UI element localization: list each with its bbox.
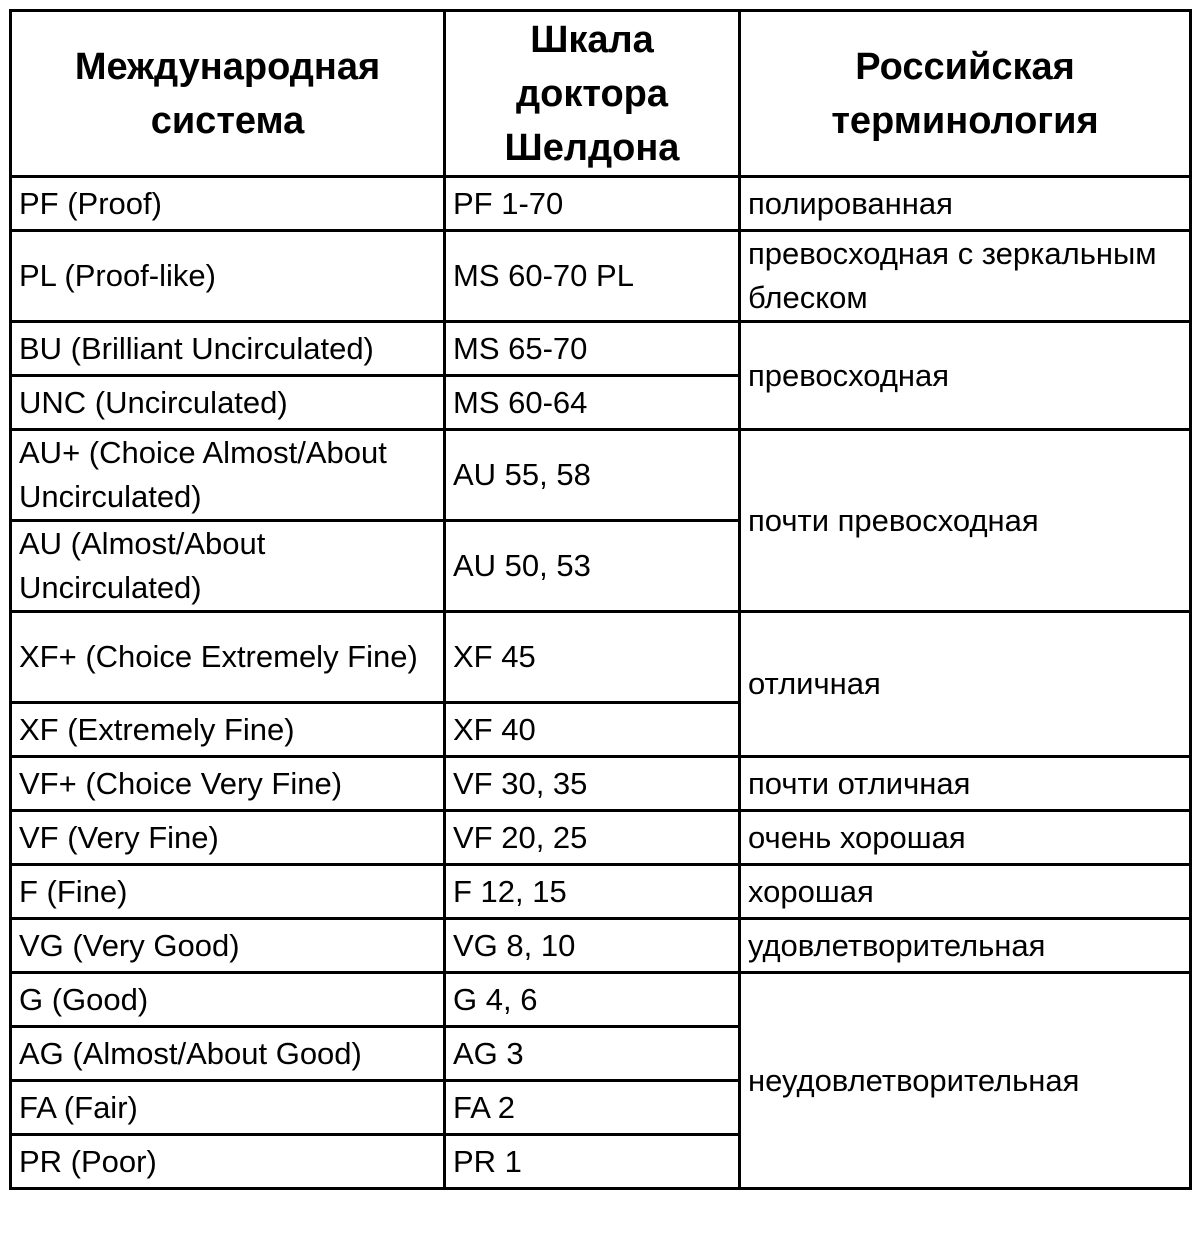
sheldon-grade-cell: FA 2	[445, 1081, 740, 1135]
sheldon-grade-cell: MS 65-70	[445, 322, 740, 376]
international-grade-cell: VF (Very Fine)	[11, 811, 445, 865]
russian-grade-cell: превосходная	[740, 322, 1191, 430]
international-grade-cell: AU+ (Choice Almost/About Uncirculated)	[11, 430, 445, 521]
table-row	[11, 612, 1191, 703]
russian-grade-cell: почти отличная	[740, 757, 1191, 811]
sheldon-grade-cell: G 4, 6	[445, 973, 740, 1027]
sheldon-grade-cell: XF 40	[445, 703, 740, 757]
sheldon-grade-cell: AU 55, 58	[445, 430, 740, 521]
international-grade-cell: PL (Proof-like)	[11, 231, 445, 322]
grading-table-container	[9, 9, 1192, 1190]
sheldon-grade-cell: VG 8, 10	[445, 919, 740, 973]
russian-grade-cell: удовлетворительная	[740, 919, 1191, 973]
header-sheldon-scale: Шкала доктора Шелдона	[445, 11, 740, 177]
sheldon-grade-cell: AU 50, 53	[445, 521, 740, 612]
table-row	[11, 757, 1191, 811]
table-row	[11, 231, 1191, 322]
sheldon-grade-cell: VF 20, 25	[445, 811, 740, 865]
international-grade-cell: AG (Almost/About Good)	[11, 1027, 445, 1081]
international-grade-cell: VF+ (Choice Very Fine)	[11, 757, 445, 811]
international-grade-cell: PR (Poor)	[11, 1135, 445, 1189]
russian-grade-cell: неудовлетворительная	[740, 973, 1191, 1189]
header-russian-terminology: Российская терминология	[740, 11, 1191, 177]
table-row	[11, 430, 1191, 521]
header-international-system: Международная система	[11, 11, 445, 177]
russian-grade-cell: почти превосходная	[740, 430, 1191, 612]
sheldon-grade-cell: AG 3	[445, 1027, 740, 1081]
russian-grade-cell: полированная	[740, 177, 1191, 231]
sheldon-grade-cell: XF 45	[445, 612, 740, 703]
sheldon-grade-cell: PR 1	[445, 1135, 740, 1189]
coin-grading-table	[9, 9, 1192, 1190]
russian-grade-cell: хорошая	[740, 865, 1191, 919]
international-grade-cell: G (Good)	[11, 973, 445, 1027]
table-row	[11, 865, 1191, 919]
international-grade-cell: XF+ (Choice Extremely Fine)	[11, 612, 445, 703]
russian-grade-cell: превосходная с зеркальным блеском	[740, 231, 1191, 322]
table-row	[11, 811, 1191, 865]
header-row	[11, 11, 1191, 177]
table-row	[11, 919, 1191, 973]
sheldon-grade-cell: MS 60-70 PL	[445, 231, 740, 322]
international-grade-cell: F (Fine)	[11, 865, 445, 919]
international-grade-cell: BU (Brilliant Uncirculated)	[11, 322, 445, 376]
table-row	[11, 322, 1191, 376]
international-grade-cell: FA (Fair)	[11, 1081, 445, 1135]
international-grade-cell: AU (Almost/About Uncirculated)	[11, 521, 445, 612]
sheldon-grade-cell: F 12, 15	[445, 865, 740, 919]
russian-grade-cell: очень хорошая	[740, 811, 1191, 865]
sheldon-grade-cell: VF 30, 35	[445, 757, 740, 811]
table-row	[11, 177, 1191, 231]
international-grade-cell: XF (Extremely Fine)	[11, 703, 445, 757]
table-row	[11, 973, 1191, 1027]
sheldon-grade-cell: PF 1-70	[445, 177, 740, 231]
international-grade-cell: UNC (Uncirculated)	[11, 376, 445, 430]
sheldon-grade-cell: MS 60-64	[445, 376, 740, 430]
russian-grade-cell: отличная	[740, 612, 1191, 757]
international-grade-cell: VG (Very Good)	[11, 919, 445, 973]
international-grade-cell: PF (Proof)	[11, 177, 445, 231]
